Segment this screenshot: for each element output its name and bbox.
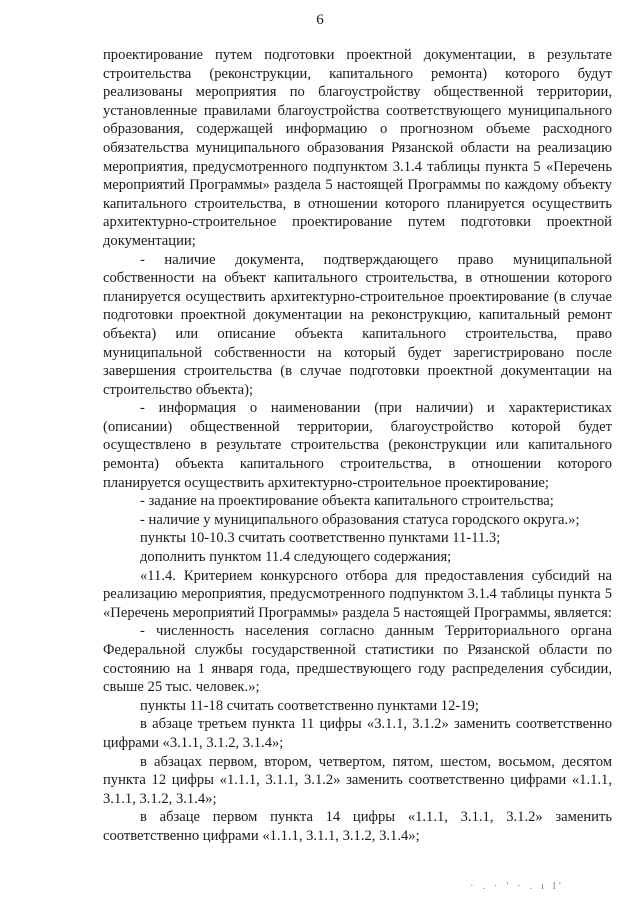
paragraph: - наличие документа, подтверждающего право муниципальной собственности на объект капитального строительства, в отношении которого планируется осуществить архитектурно-строительное проектирование (в случае подготовки проектной документации на реконструкцию, капитальный ремонт объекта) или описание объекта капитального строительства, право муниципальной собственности на который будет зарегистрировано после завершения строительства (в случае подготовки проектной документации на строительство объекта); <box>103 251 612 398</box>
document-body <box>103 46 612 846</box>
paragraph: «11.4. Критерием конкурсного отбора для предоставления субсидий на реализацию мероприятия, предусмотренного подпунктом 3.1.4 таблицы пункта 5 «Перечень мероприятий Программы» раздела 5 настоящей Программы, является: <box>103 567 612 621</box>
scan-marks: · . · ' · . ı l' <box>470 880 564 892</box>
paragraph: пункты 11-18 считать соответственно пунктами 12-19; <box>140 697 479 714</box>
paragraph: в абзаце первом пункта 14 цифры «1.1.1, 3.1.1, 3.1.2» заменить соответственно цифрами «1.1.1, 3.1.1, 3.1.2, 3.1.4»; <box>103 809 612 844</box>
page-number: 6 <box>316 12 324 28</box>
paragraph: в абзацах первом, втором, четвертом, пятом, шестом, восьмом, десятом пункта 12 цифры «1.1.1, 3.1.1, 3.1.2» заменить соответственно цифрами «1.1.1, 3.1.1, 3.1.2, 3.1.4»; <box>103 753 612 807</box>
paragraph: - задание на проектирование объекта капитального строительства; <box>140 493 554 510</box>
paragraph: проектирование путем подготовки проектной документации, в результате строительства (реконструкции, капитального ремонта) которого будут реализованы мероприятия по благоустройству общественной территории, установленные правилами благоустройства соответствующего муниципального образования, содержащей информацию о прогнозном объеме расходного обязательства муниципального образования Рязанской области на реализацию мероприятия, предусмотренного подпунктом 3.1.4 таблицы пункта 5 «Перечень мероприятий Программы» раздела 5 настоящей Программы по каждому объекту капитального строительства, в отношении которого планируется осуществить архитектурно-строительное проектирование путем подготовки проектной документации; <box>103 47 612 249</box>
paragraph: - численность населения согласно данным Территориального органа Федеральной службы государственной статистики по Рязанской области по состоянию на 1 января года, предшествующего году распределения субсидии, свыше 25 тыс. человек.»; <box>103 623 612 696</box>
paragraph: пункты 10-10.3 считать соответственно пунктами 11-11.3; <box>140 530 501 547</box>
paragraph: в абзаце третьем пункта 11 цифры «3.1.1, 3.1.2» заменить соответственно цифрами «3.1.1, 3.1.2, 3.1.4»; <box>103 716 612 751</box>
paragraph: - информация о наименовании (при наличии) и характеристиках (описании) общественной территории, благоустройство которой будет осуществлено в результате строительства (реконструкции или капитального ремонта) объекта капитального строительства, в отношении которого планируется осуществить архитектурно-строительное проектирование; <box>103 400 612 491</box>
paragraph: - наличие у муниципального образования статуса городского округа.»; <box>140 511 580 528</box>
paragraph: дополнить пунктом 11.4 следующего содержания; <box>140 549 452 566</box>
